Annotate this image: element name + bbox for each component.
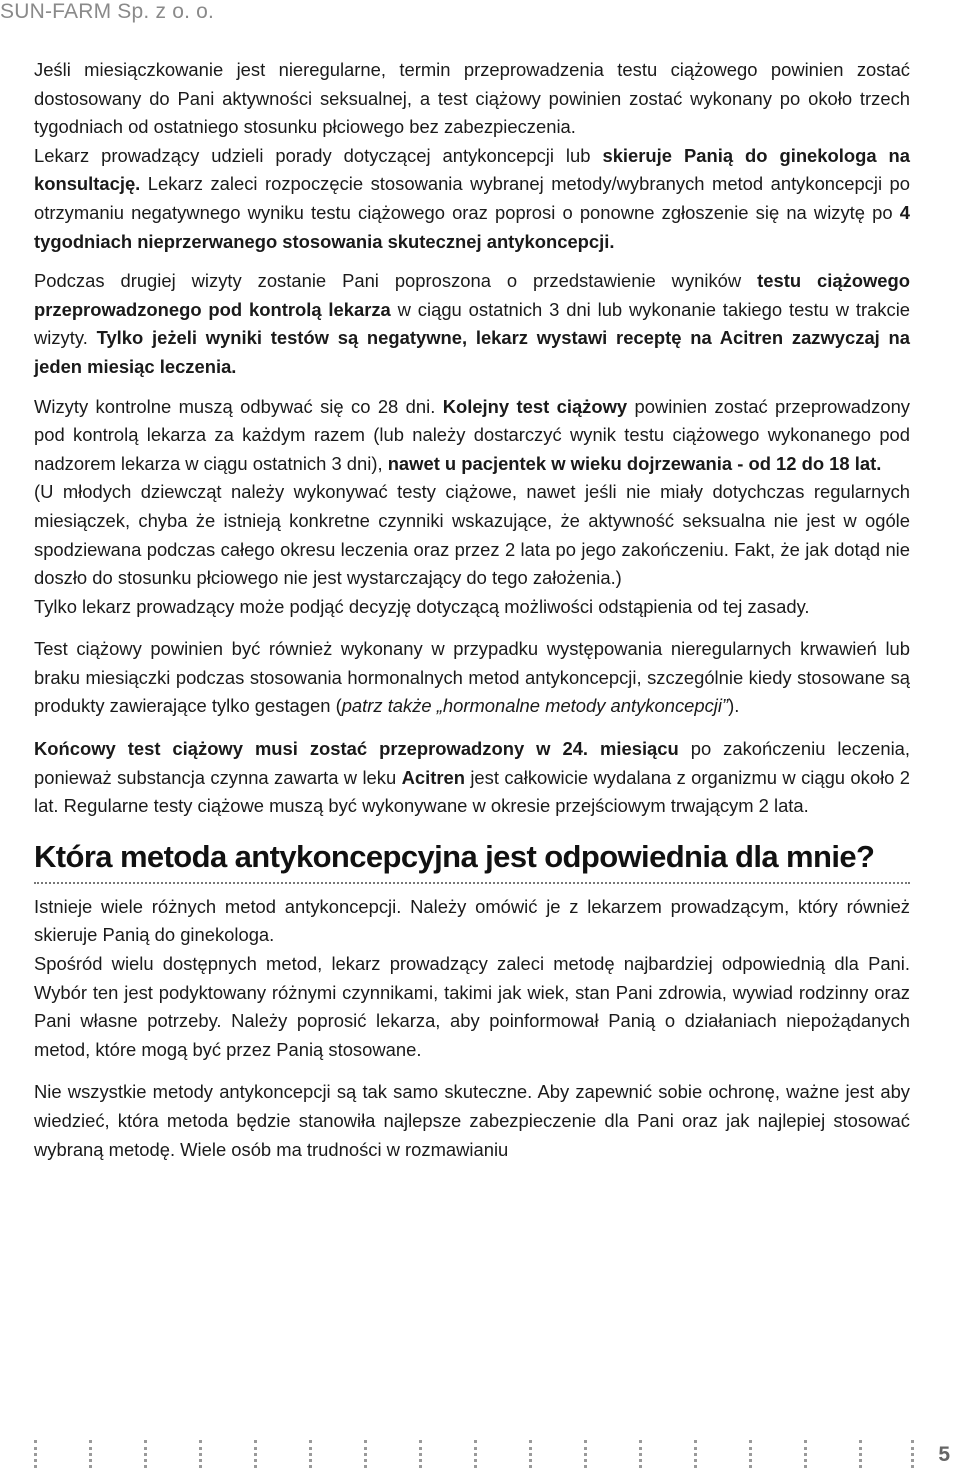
company-header: SUN-FARM Sp. z o. o. (0, 0, 215, 23)
paragraph-young-girls: (U młodych dziewcząt należy wykonywać testy ciążowe, nawet jeśli nie miały dotychczas regularnych miesiączek, chyba że istnieją konkretne czynniki wskazujące, że aktywność seksualna nie jest w ogóle spodziewana podczas całego okresu leczenia oraz przez 2 lata po jego zakończeniu. Fakt, że jak dotąd nie doszło do stosunku płciowego nie jest wystarczający do tego założenia.) (34, 481, 910, 589)
paragraph-second-visit: Podczas drugiej wizyty zostanie Pani poproszona o przedstawienie wyników testu ciążowego przeprowadzonego pod kontrolą lekarza w ciągu ostatnich 3 dni lub wykonanie takiego testu w trakcie wizyty. Tylko jeżeli wyniki testów są negatywne, lekarz wystawi receptę na Acitren zazwyczaj na jeden miesiąc leczenia. (34, 270, 911, 377)
paragraph-exception: Tylko lekarz prowadzący może podjąć decyzję dotyczącą możliwości odstąpienia od tej zasady. (34, 595, 810, 617)
heading-divider (34, 882, 910, 884)
paragraph-irregular-menstruation: Jeśli miesiączkowanie jest nieregularne, termin przeprowadzenia testu ciążowego powinien zostać dostosowany do Pani aktywności seksualnej, a test ciążowy powinien zostać wykonany po około trzech tygodniach od ostatniego stosunku płciowego bez zabezpieczenia. (34, 59, 910, 138)
paragraph-irregular-bleeding: Test ciążowy powinien być również wykonany w przypadku występowania nieregularnych krwawień lub braku miesiączki podczas stosowania hormonalnych metod antykoncepcji, szczególnie kiedy stosowane są produkty zawierające tylko gestagen (patrz także „hormonalne metody antykoncepcji”). (34, 638, 910, 717)
document-body (34, 56, 910, 1164)
paragraph-final-test: Końcowy test ciążowy musi zostać przeprowadzony w 24. miesiącu po zakończeniu leczenia, ponieważ substancja czynna zawarta w leku Acitren jest całkowicie wydalana z organizmu w ciągu około 2 lat. Regularne testy ciążowe muszą być wykonywane w okresie przejściowym trwającym 2 lata. (34, 738, 910, 817)
page-number: 5 (938, 1443, 950, 1466)
paragraph-effectiveness: Nie wszystkie metody antykoncepcji są tak samo skuteczne. Aby zapewnić sobie ochronę, ważne jest aby wiedzieć, która metoda będzie stanowiła najlepsze zabezpieczenie dla Pani oraz jak najlepiej stosować wybraną metodę. Wiele osób ma trudności w rozmawianiu (34, 1081, 910, 1160)
section-heading: Która metoda antykoncepcyjna jest odpowiednia dla mnie? (34, 838, 875, 874)
paragraph-many-methods: Istnieje wiele różnych metod antykoncepcji. Należy omówić je z lekarzem prowadzącym, który również skieruje Panią do ginekologa. (34, 895, 910, 946)
paragraph-method-choice: Spośród wielu dostępnych metod, lekarz prowadzący zaleci metodę najbardziej odpowiednią dla Pani. Wybór ten jest podyktowany różnymi czynnikami, takimi jak wiek, stan Pani zdrowia, wywiad rodzinny oraz Pani własne potrzeby. Należy poprosić lekarza, aby poinformował Panią o działaniach niepożądanych metod, które mogą być przez Panią stosowane. (34, 953, 910, 1060)
footer-dot-pattern (34, 1440, 914, 1468)
paragraph-doctor-advice: Lekarz prowadzący udzieli porady dotyczącej antykoncepcji lub skieruje Panią do ginekologa na konsultację. Lekarz zaleci rozpoczęcie stosowania wybranej metody/wybranych metod antykoncepcji po otrzymaniu negatywnego wyniku testu ciążowego oraz poprosi o ponowne zgłoszenie się na wizytę po 4 tygodniach nieprzerwanego stosowania skutecznej antykoncepcji. (34, 144, 911, 252)
paragraph-follow-up-visits: Wizyty kontrolne muszą odbywać się co 28 dni. Kolejny test ciążowy powinien zostać przeprowadzony pod kontrolą lekarza za każdym razem (lub należy dostarczyć wynik testu ciążowego wykonanego pod nadzorem lekarza w ciągu ostatnich 3 dni), nawet u pacjentek w wieku dojrzewania - od 12 do 18 lat. (34, 395, 910, 474)
